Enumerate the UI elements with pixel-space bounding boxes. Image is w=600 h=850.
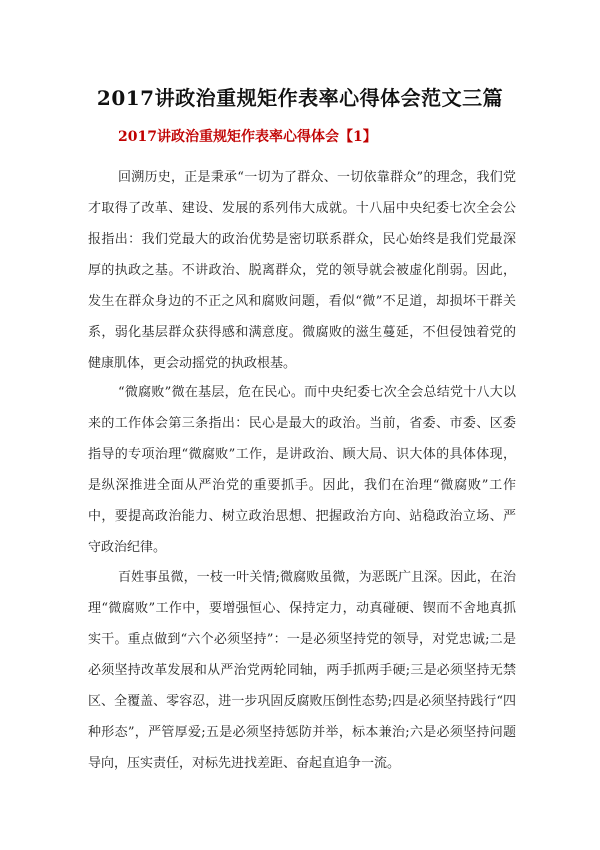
document-title: 2017讲政治重规矩作表率心得体会范文三篇 [96, 86, 504, 110]
section-heading: 2017讲政治重规矩作表率心得体会【1】 [118, 129, 377, 145]
paragraph-3: 百姓事虽微，一枝一叶关情;微腐败虽微，为恶既广且深。因此，在治理“微腐败”工作中，要增强恒心、保持定力，动真碰硬、锲而不舍地真抓实干。重点做到“六个必须坚持”：一是必须坚持党的领导，对党忠诚;二是必须坚持改革发展和从严治党两轮同轴，两手抓两手硬;三是必须坚持无禁区、全覆盖、零容忍，进一步巩固反腐败压倒性态势;四是必须坚持践行“四种形态”，严管厚爱;五是必须坚持惩防并举，标本兼治;六是必须坚持问题导向，压实责任，对标先进找差距、奋起直追争一流。 [88, 570, 516, 771]
paragraph-1: 回溯历史，正是秉承“一切为了群众、一切依靠群众”的理念，我们党才取得了改革、建设、发展的系列伟大成就。十八届中央纪委七次全会公报指出：我们党最大的政治优势是密切联系群众，民心始终是我们党最深厚的执政之基。不讲政治、脱离群众，党的领导就会被虚化削弱。因此，发生在群众身边的不正之风和腐败问题，看似“微”不足道，却损坏干群关系，弱化基层群众获得感和满意度。微腐败的滋生蔓延，不但侵蚀着党的健康肌体，更会动摇党的执政根基。 [88, 170, 516, 371]
paragraph-2: “微腐败”微在基层，危在民心。而中央纪委七次全会总结党十八大以来的工作体会第三条指出：民心是最大的政治。当前，省委、市委、区委指导的专项治理“微腐败”工作，是讲政治、顾大局、识大体的具体体现，是纵深推进全面从严治党的重要抓手。因此，我们在治理“微腐败”工作中，要提高政治能力、树立政治思想、把握政治方向、站稳政治立场、严守政治纪律。 [88, 385, 516, 555]
